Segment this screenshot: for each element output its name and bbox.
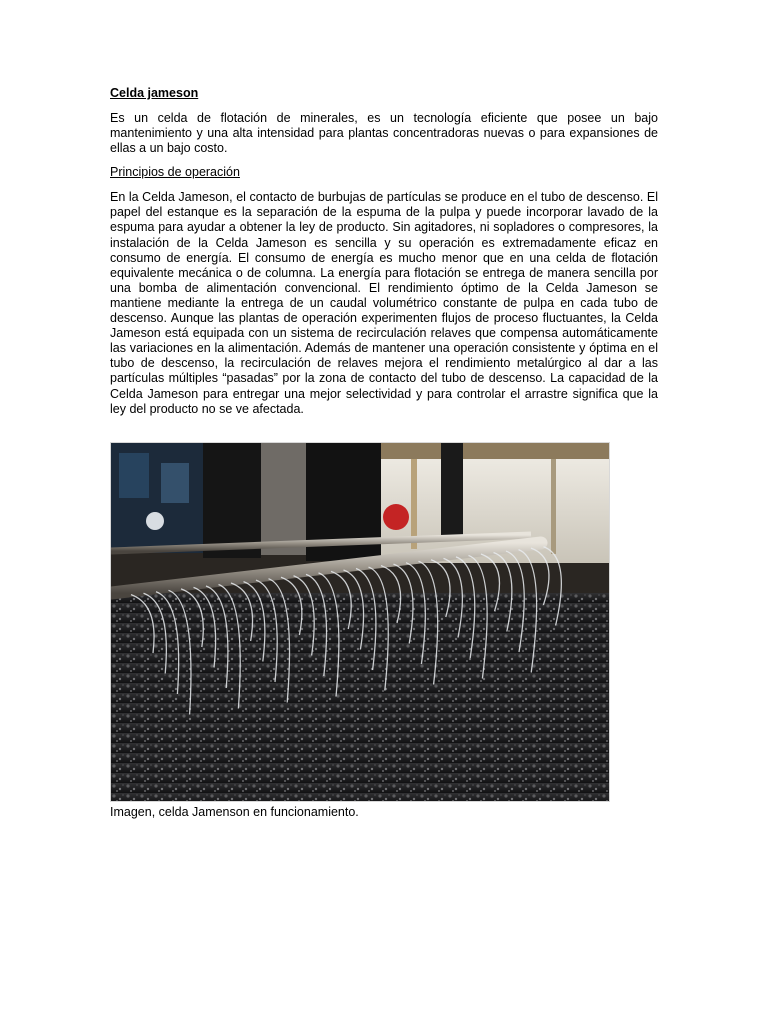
section-title: Principios de operación [110,165,240,180]
document-body [110,86,658,426]
figure-caption: Imagen, celda Jamenson en funcionamiento. [110,805,359,819]
jameson-cell-photo [110,442,610,802]
body-paragraph: En la Celda Jameson, el contacto de burbujas de partículas se produce en el tubo de descenso. El papel del estanque es la separación de la espuma de la pulpa y puede incorporar lavado de la espuma para ayudar a obtener la ley de producto. Sin agitadores, ni sopladores o compresores, la instalación de la Celda Jameson es sencilla y su operación es extremadamente eficaz en consumo de energía. El consumo de energía es mucho menor que en una celda de flotación equivalente mecánica o de columna. La energía para flotación se entrega de manera sencilla por una bomba de alimentación convencional. El rendimiento óptimo de la Celda Jameson se mantiene mediante la entrega de un caudal volumétrico constante de pulpa en cada tubo de descenso. Aunque las plantas de operación experimenten flujos de proceso fluctuantes, la Celda Jameson está equipada con un sistema de recirculación relaves que compensa automáticamente las variaciones en la alimentación. Además de mantener una operación consistente y óptima en el tubo de descenso, la recirculación de relaves mejora el rendimiento metalúrgico al dar a las partículas múltiples “pasadas” por la zona de contacto del tubo de descenso. La capacidad de la Celda Jameson para entregar una mejor selectividad y para controlar el arrastre significa que la ley del producto no se ve afectada. [110,190,658,416]
photo-illustration [111,443,609,801]
document-title: Celda jameson [110,86,199,100]
intro-paragraph: Es un celda de flotación de minerales, es un tecnología eficiente que posee un bajo mantenimiento y una alta intensidad para plantas concentradoras nuevas o para expansiones de ellas a un bajo costo. [110,111,658,156]
